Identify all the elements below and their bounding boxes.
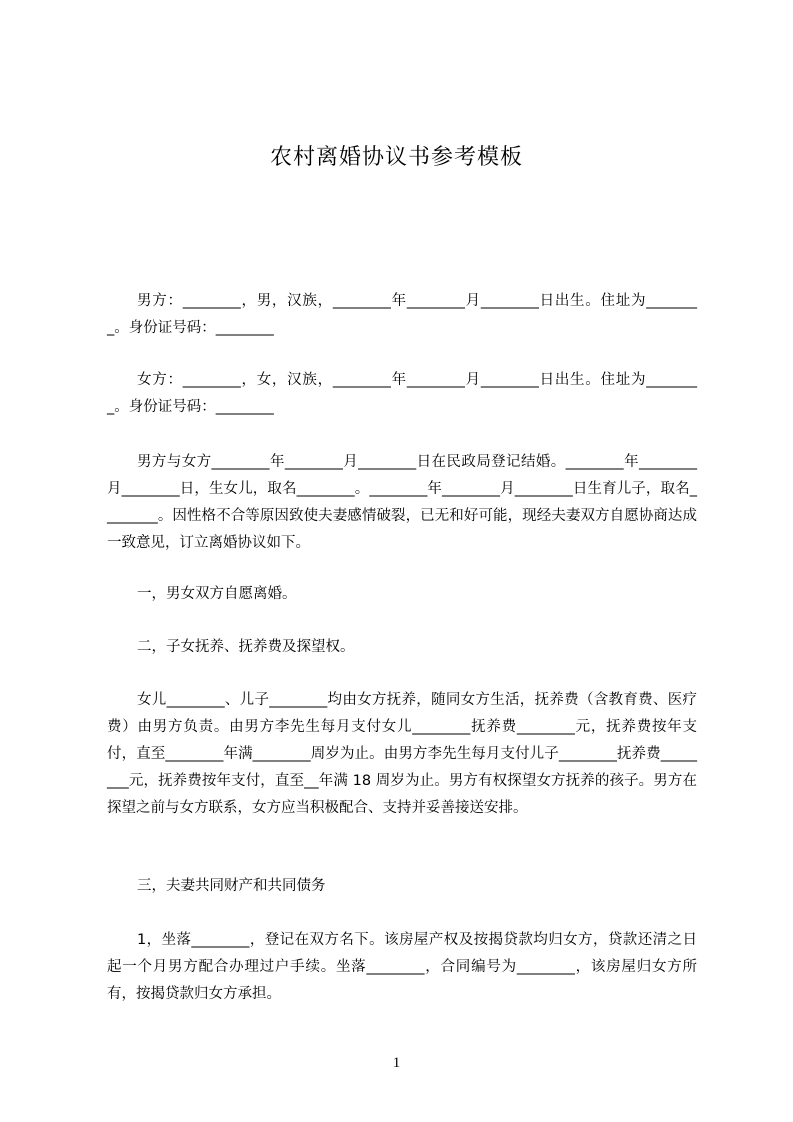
paragraph-property: 1，坐落________，登记在双方名下。该房屋产权及按揭贷款均归女方，贷款还清之日起一个月男方配合办理过户手续。坐落________，合同编号为________，该房屋归女方所有，按揭贷款归女方承担。 [107,932,697,1002]
paragraph-marriage-info: 男方与女方________年________月________日在民政局登记结婚。________年________月________日，生女儿，取名________。________年________月________日生育儿子，取名________。因性格不合等原因致使夫妻感情破裂，已无和好可能，现经夫妻双方自愿协商达成一致意见，订立离婚协议如下。 [107,454,697,551]
section-heading-1: 一，男女双方自愿离婚。 [137,586,297,602]
page-number: 1 [392,1055,401,1071]
section-heading-3: 三，夫妻共同财产和共同债务 [137,878,326,894]
document-title: 农村离婚协议书参考模板 [269,145,523,170]
paragraph-wife-info: 女方：________，女，汉族，________年________月________日出生。住址为________。身份证号码：________ [107,372,697,415]
section-heading-2: 二，子女抚养、抚养费及探望权。 [137,639,355,655]
paragraph-child-support: 女儿________、儿子________均由女方抚养，随同女方生活，抚养费（含教育费、医疗费）由男方负责。由男方李先生每月支付女儿________抚养费________元，抚养费按年支付，直至________年满________周岁为止。由男方李先生每月支付儿子________抚养费________元，抚养费按年支付，直至__年满 18 周岁为止。男方有权探望女方抚养的孩子。男方在探望之前与女方联系，女方应当积极配合、支持并妥善接送安排。 [107,692,697,816]
paragraph-husband-info: 男方：________，男，汉族，________年________月________日出生。住址为________。身份证号码：________ [107,293,697,336]
